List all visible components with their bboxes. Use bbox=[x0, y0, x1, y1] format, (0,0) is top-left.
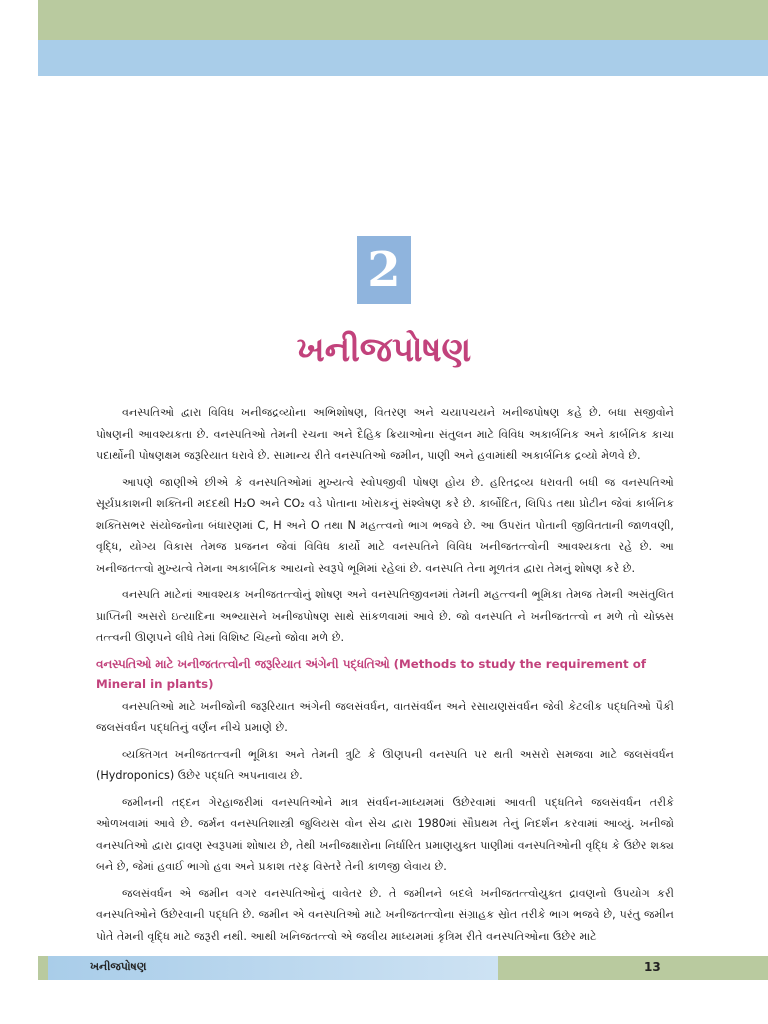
section-subheading: વનસ્પતિઓ માટે ખનીજતત્ત્વોની જરૂરિયાત અંગેની પદ્ધતિઓ (Methods to study the requirement of Mineral in plants) bbox=[96, 656, 646, 691]
chapter-number-box bbox=[357, 236, 411, 304]
paragraph-5: વ્યક્તિગત ખનીજતત્ત્વની ભૂમિકા અને તેમની ત્રુટિ કે ઊણપની વનસ્પતિ પર થતી અસરો સમજવા માટે જલસંવર્ધન (Hydroponics) ઉછેર પદ્ધતિ અપનાવાય છે. bbox=[96, 747, 674, 782]
chapter-title: ખનીજપોષણ bbox=[296, 330, 472, 370]
header-blue-band bbox=[38, 40, 768, 76]
paragraph-4: વનસ્પતિઓ માટે ખનીજોની જરૂરિયાત અંગેની જલસંવર્ધન, વાતસંવર્ધન અને રસાયણસંવર્ધન જેવી કેટલીક પદ્ધતિઓ પૈકી જલસંવર્ધન પદ્ધતિનું વર્ણન નીચે પ્રમાણે છે. bbox=[96, 699, 674, 734]
paragraph-3: વનસ્પતિ માટેનાં આવશ્યક ખનીજતત્ત્વોનું શોષણ અને વનસ્પતિજીવનમાં તેમની મહત્ત્વની ભૂમિકા તેમજ તેમની અસંતુલિત પ્રાપ્તિની અસરો ઇત્યાદિના અભ્યાસને ખનીજપોષણ સાથે સાંકળવામાં આવે છે. જો વનસ્પતિ ને ખનીજતત્ત્વો ન મળે તો ચોક્કસ તત્ત્વની ઊણપને લીધે તેમાં વિશિષ્ટ ચિહ્નો જોવા મળે છે. bbox=[96, 588, 674, 644]
page-number: 13 bbox=[644, 960, 661, 974]
footer-title: ખનીજપોષણ bbox=[90, 960, 147, 973]
paragraph-2: આપણે જાણીએ છીએ કે વનસ્પતિઓમાં મુખ્યત્વે સ્વોપજીવી પોષણ હોય છે. હરિતદ્રવ્ય ધરાવતી બધી જ વનસ્પતિઓ સૂર્યપ્રકાશની શક્તિની મદદથી H₂O અને CO₂ વડે પોતાના ખોરાકનું સંશ્લેષણ કરે છે. કાર્બોદિત, લિપિડ તથા પ્રોટીન જેવાં કાર્બનિક શક્તિસભર સંયોજનોના બંધારણમાં C, H અને O તથા N મહત્ત્વનો ભાગ ભજવે છે. આ ઉપરાંત પોતાની જીવિતતાની જાળવણી, વૃદ્ધિ, યોગ્ય વિકાસ તેમજ પ્રજનન જેવાં વિવિધ કાર્યો માટે વનસ્પતિને વિવિધ ખનીજતત્ત્વોની આવશ્યકતા રહે છે. આ ખનીજતત્ત્વો મુખ્યત્વે તેમના અકાર્બનિક આયનો સ્વરૂપે ભૂમિમાં રહેલાં છે. વનસ્પતિ તેના મૂળતંત્ર દ્વારા તેમનું શોષણ કરે છે. bbox=[96, 475, 674, 575]
footer-bar bbox=[38, 956, 768, 980]
chapter-number: 2 bbox=[367, 242, 401, 298]
paragraph-1: વનસ્પતિઓ દ્વારા વિવિધ ખનીજદ્રવ્યોના અભિશોષણ, વિતરણ અને ચયાપચયને ખનીજપોષણ કહે છે. બધા સજીવોને પોષણની આવશ્યકતા છે. વનસ્પતિઓ તેમની રચના અને દૈહિક ક્રિયાઓના સંતુલન માટે વિવિધ અકાર્બનિક અને કાર્બનિક કાચા પદાર્થોની પોષણક્ષમ જરૂરિયાત ધરાવે છે. સામાન્ય રીતે વનસ્પતિઓ જમીન, પાણી અને હવામાંથી અકાર્બનિક દ્રવ્યો મેળવે છે. bbox=[96, 406, 674, 462]
page-content bbox=[96, 402, 674, 952]
paragraph-7: જલસંવર્ધન એ જમીન વગર વનસ્પતિઓનું વાવેતર છે. તે જમીનને બદલે ખનીજતત્ત્વોયુક્ત દ્રાવણનો ઉપયોગ કરી વનસ્પતિઓને ઉછેરવાની પદ્ધતિ છે. જમીન એ વનસ્પતિઓ માટે ખનીજતત્ત્વોના સંગ્રાહક સ્રોત તરીકે ભાગ ભજવે છે, પરંતુ જમીન પોતે તેમની વૃદ્ધિ માટે જરૂરી નથી. આથી ખનિજતત્ત્વો એ જલીય માધ્યમમાં કૃત્રિમ રીતે વનસ્પતિઓના ઉછેર માટે bbox=[96, 886, 674, 943]
header-green-band bbox=[38, 0, 768, 40]
paragraph-6: જમીનની તદ્દન ગેરહાજરીમાં વનસ્પતિઓને માત્ર સંવર્ધન-માધ્યમમાં ઉછેરવામાં આવતી પદ્ધતિને જલસંવર્ધન તરીકે ઓળખવામાં આવે છે. જર્મન વનસ્પતિશાસ્ત્રી જુલિયસ વોન સેચ દ્વારા 1980માં સૌપ્રથમ તેનું નિદર્શન કરવામાં આવ્યું. ખનીજો વનસ્પતિઓ દ્વારા દ્રાવણ સ્વરૂપમાં શોષાય છે, તેથી ખનીજક્ષારોના નિર્ધારિત પ્રમાણયુક્ત પાણીમાં વનસ્પતિઓની વૃદ્ધિ કે ઉછેર શક્ય બને છે, જેમાં હવાઈ ભાગો હવા અને પ્રકાશ તરફ વિસ્તરે તેની કાળજી લેવાય છે. bbox=[96, 795, 674, 873]
